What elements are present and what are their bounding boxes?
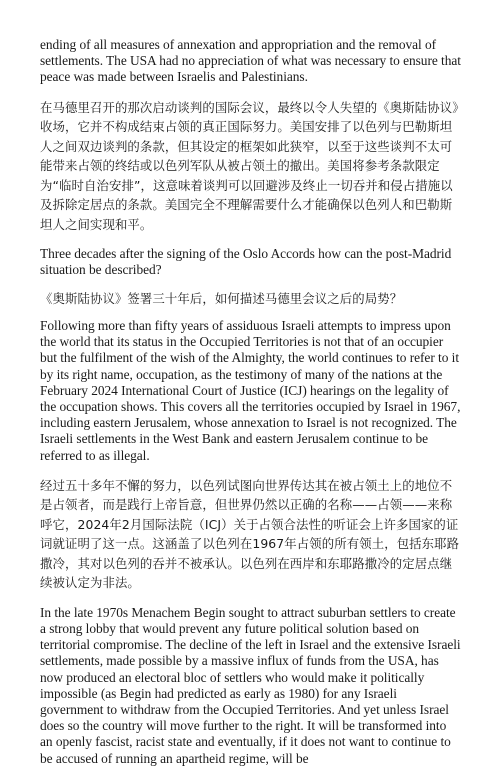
paragraph-zh-1: 在马德里召开的那次启动谈判的国际会议，最终以令人失望的《奥斯陆协议》收场，它并不构成结束占领的真正国际努力。美国安排了以色列与巴勒斯坦人之间双边谈判的条款，但其设定的框架如此狭窄，以至于这些谈判不太可能带来占领的终结或以色列军队从被占领土的撤出。美国将参考条款限定为“临时自治安排”，这意味着谈判可以回避涉及终止一切吞并和侵占措施以及拆除定居点的条款。美国完全不理解需要什么才能确保以色列人和巴勒斯坦人之间实现和平。 xyxy=(40,99,459,232)
paragraph-en-2: Following more than fifty years of assiduous Israeli attempts to impress upon the world that its status in the Occupied Territories is not that of an occupier but the fulfilment of the wish of the Almighty, the world continues to refer to it by its right name, occupation, as the testimony of many of the nations at the February 2024 International Court of Justice (ICJ) hearings on the legality of the occupation shows. This covers all the territories occupied by Israel in 1967, including eastern Jerusalem, whose annexation to Israel is not recognized. The Israeli settlements in the West Bank and eastern Jerusalem continue to be referred to as illegal. xyxy=(40,318,461,463)
question-zh: 《奥斯陆协议》签署三十年后，如何描述马德里会议之后的局势？ xyxy=(40,290,403,306)
paragraph-zh-2: 经过五十多年不懈的努力，以色列试图向世界传达其在被占领土上的地位不是占领者，而是践行上帝旨意，但世界仍然以正确的名称——占领——来称呼它，2024年2月国际法院（ICJ）关于占领合法性的听证会上许多国家的证词就证明了这一点。这涵盖了以色列在1967年占领的所有领土，包括东耶路撒冷，其对以色列的吞并不被承认。以色列在西岸和东耶路撒冷的定居点继续被认定为非法。 xyxy=(40,477,460,591)
paragraph-en-3: In the late 1970s Menachem Begin sought to attract suburban settlers to create a strong lobby that would prevent any future political solution based on territorial compromise. The decline of the left in Israel and the extensive Israeli settlements, made possible by a massive influx of funds from the USA, has now produced an electoral bloc of settlers who would make it politically impossible (as Begin had predicted as early as 1980) for any Israeli government to withdraw from the Occupied Territories. And yet unless Israel does so the country will move further to the right. It will be transformed into an openly fascist, racist state and eventually, if it does not want to continue to be accused of running an apartheid regime, will be xyxy=(40,604,461,766)
paragraph-en-1: ending of all measures of annexation and appropriation and the removal of settlements. The USA had no appreciation of what was necessary to ensure that peace was made between Israelis and Palestinians. xyxy=(40,37,461,85)
question-en: Three decades after the signing of the Oslo Accords how can the post-Madrid situation be described? xyxy=(40,246,452,278)
